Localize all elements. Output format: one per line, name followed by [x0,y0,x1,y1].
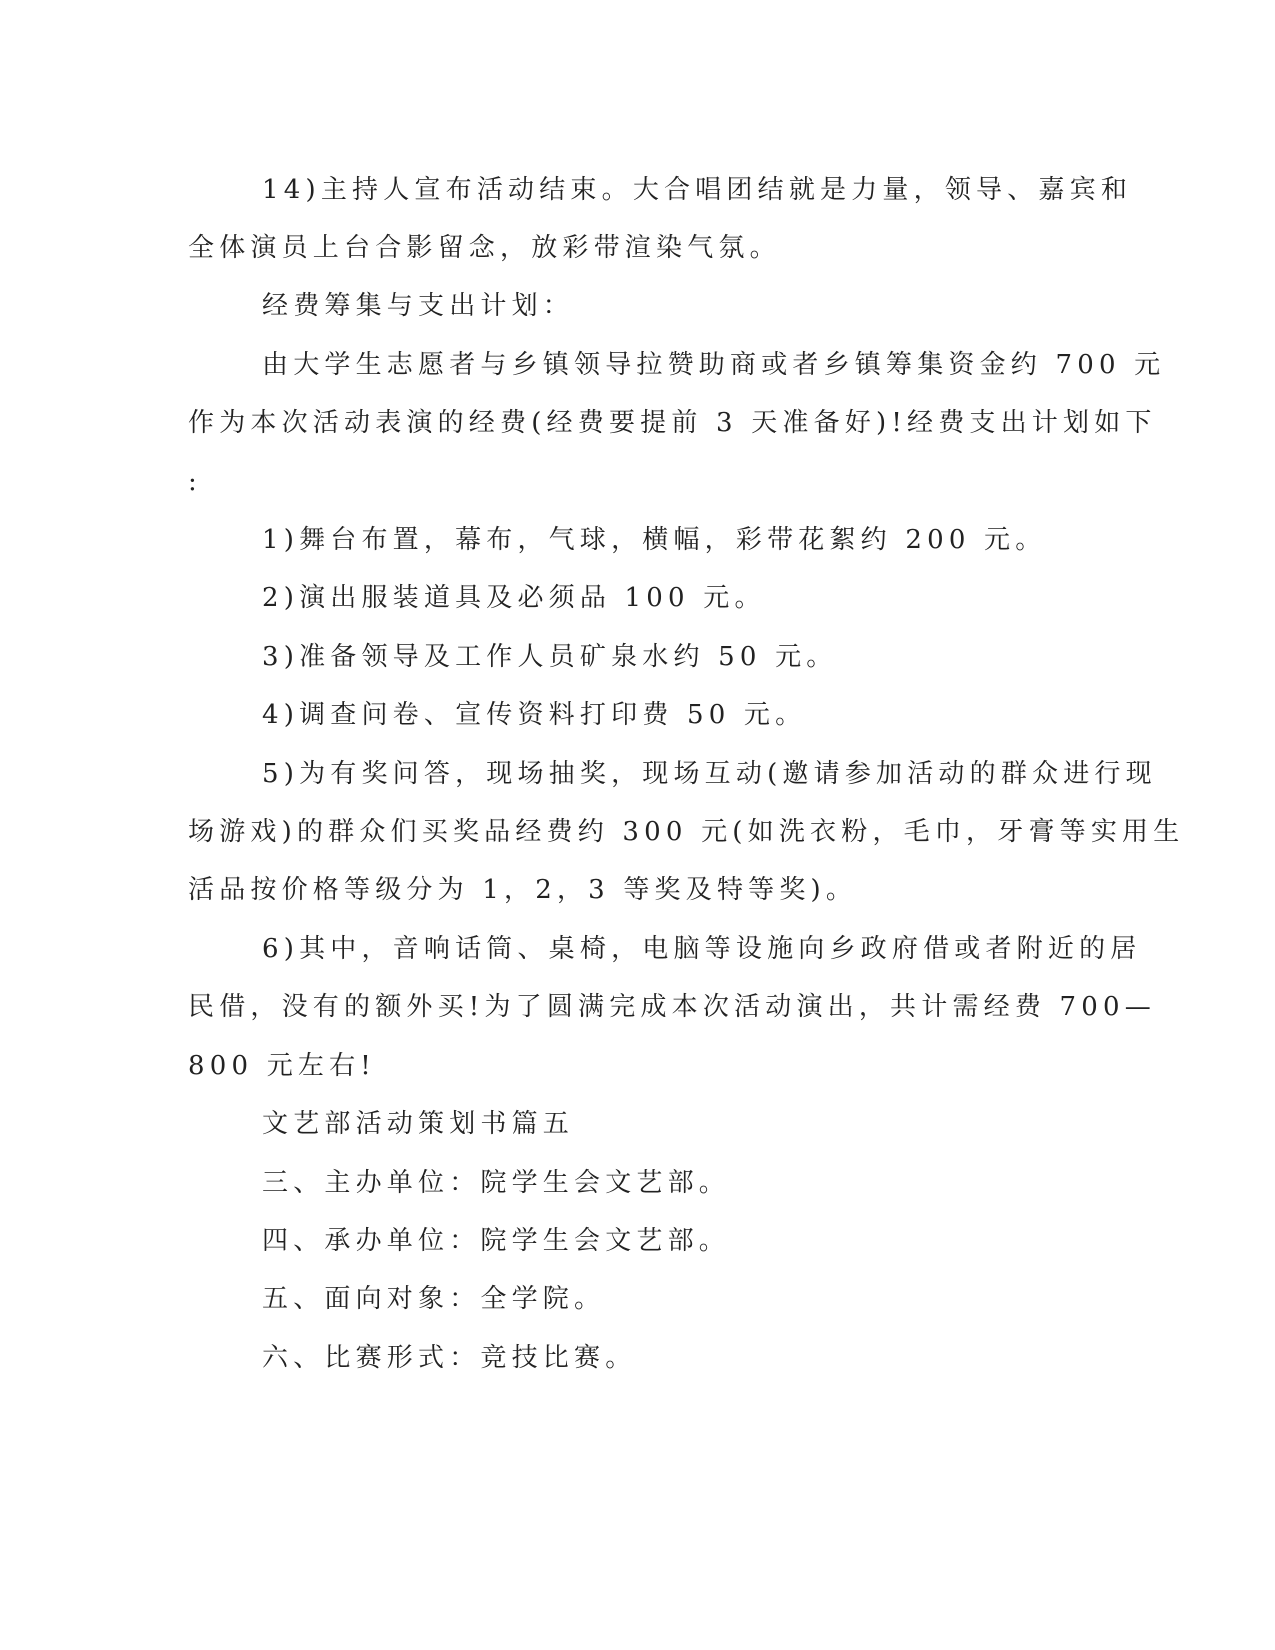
text-line: 作为本次活动表演的经费(经费要提前 3 天准备好)!经费支出计划如下 [188,408,1157,438]
text-line: 五、面向对象：全学院。 [262,1284,606,1314]
text-line: 民借，没有的额外买!为了圆满完成本次活动演出，共计需经费 700— [188,992,1156,1022]
text-line: 四、承办单位：院学生会文艺部。 [262,1226,731,1256]
list-item: 2)演出服装道具及必须品 100 元。 [262,583,766,613]
text-line: 六、比赛形式：竞技比赛。 [262,1343,637,1373]
section-title: 文艺部活动策划书篇五 [262,1109,575,1139]
text-line: 全体演员上台合影留念，放彩带渲染气氛。 [188,233,781,263]
list-item: 3)准备领导及工作人员矿泉水约 50 元。 [262,642,838,672]
text-line: 800 元左右! [188,1051,376,1081]
list-item: 5)为有奖问答，现场抽奖，现场互动(邀请参加活动的群众进行现 [262,759,1157,789]
section-heading: 经费筹集与支出计划： [262,291,575,321]
text-line: 由大学生志愿者与乡镇领导拉赞助商或者乡镇筹集资金约 700 元 [262,350,1166,380]
list-item: 6)其中，音响话筒、桌椅，电脑等设施向乡政府借或者附近的居 [262,934,1142,964]
text-line: 14)主持人宣布活动结束。大合唱团结就是力量，领导、嘉宾和 [262,175,1133,205]
text-line: 活品按价格等级分为 1，2，3 等奖及特等奖)。 [188,875,858,905]
text-line: 三、主办单位：院学生会文艺部。 [262,1168,731,1198]
text-line: : [188,467,202,497]
list-item: 1)舞台布置，幕布，气球，横幅，彩带花絮约 200 元。 [262,525,1047,555]
list-item: 4)调查问卷、宣传资料打印费 50 元。 [262,700,807,730]
text-line: 场游戏)的群众们买奖品经费约 300 元(如洗衣粉，毛巾，牙膏等实用生 [188,817,1185,847]
